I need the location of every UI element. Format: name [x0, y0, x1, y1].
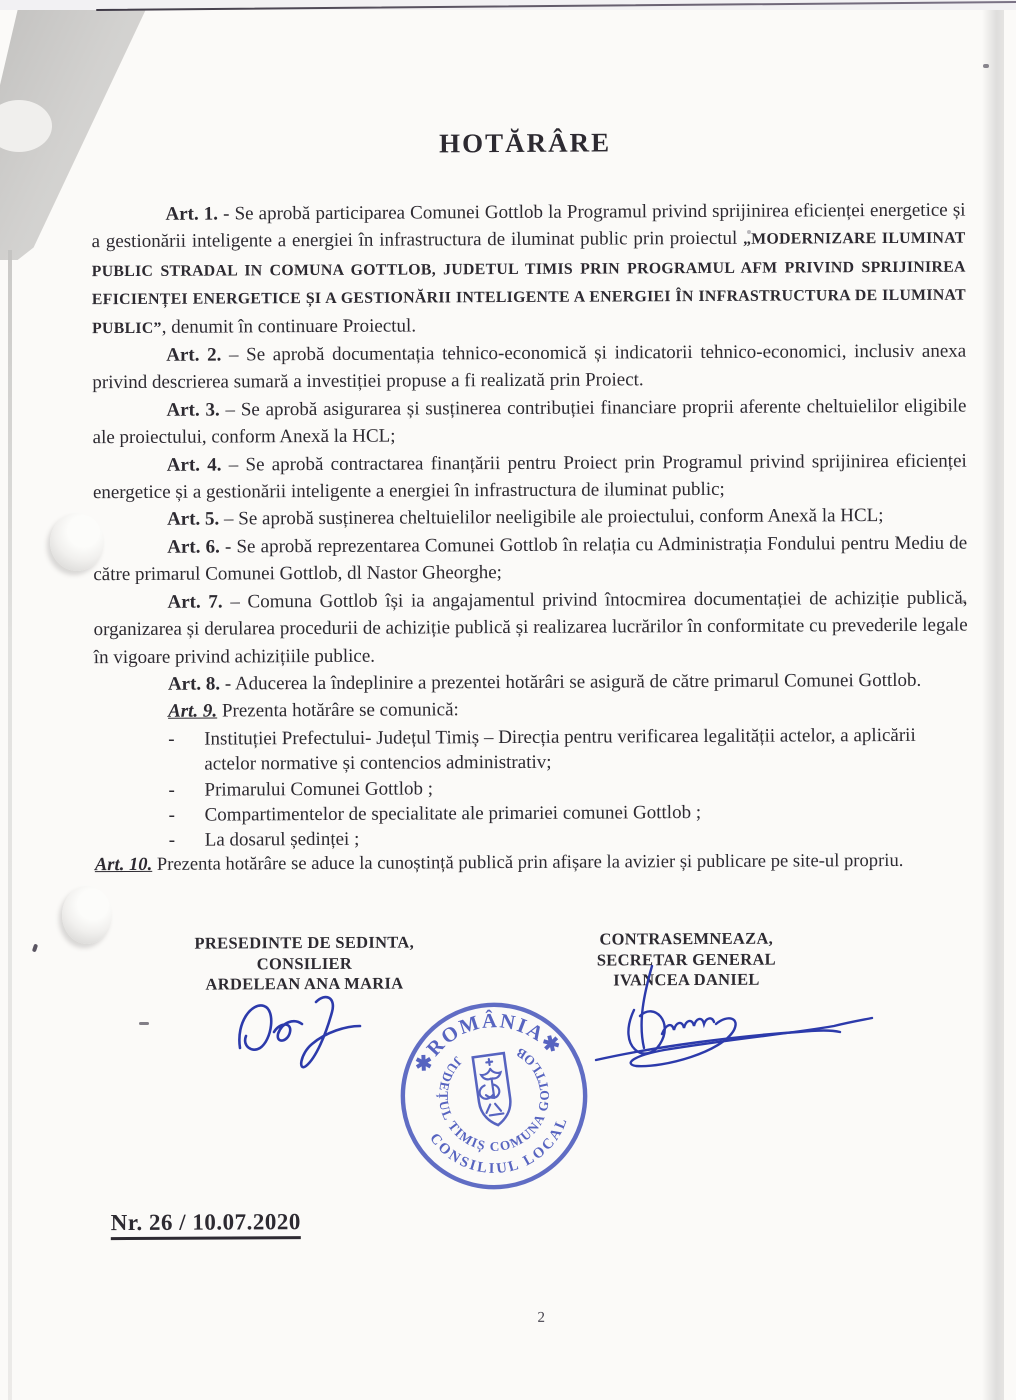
communication-list	[94, 722, 969, 854]
article-paragraph	[94, 694, 968, 726]
stamp-county-commune-text: JUDEȚUL TIMIȘ COMUNA GOTTLOB	[436, 1044, 553, 1154]
article-separator: –	[222, 591, 248, 613]
handwritten-signature-president	[228, 988, 398, 1073]
article-separator: –	[219, 508, 239, 530]
article-text: Se aprobă asigurarea și susținerea contribuției financiare proprii aferente cheltuielilor eligibile ale proiectului, conform Anexă la HCL;	[92, 395, 967, 449]
signature-role: SECRETAR GENERAL	[596, 949, 776, 970]
article-separator: –	[221, 454, 246, 476]
coat-of-arms-icon	[473, 1053, 514, 1127]
list-dash: -	[168, 830, 176, 852]
registration-number: Nr. 26 / 10.07.2020	[111, 1209, 301, 1240]
article-label: Art. 3.	[166, 399, 220, 421]
article-paragraph	[91, 197, 966, 343]
article-paragraph	[92, 392, 966, 451]
council-round-stamp-icon	[383, 985, 604, 1206]
article-label: Art. 8.	[167, 673, 221, 695]
article-label: Art. 9.	[168, 700, 218, 723]
signature-role: CONSILIER	[256, 953, 353, 973]
handwritten-signature-secretary	[588, 960, 880, 1092]
article-10-paragraph	[95, 847, 973, 879]
list-item-text: Primarului Comunei Gottlob ;	[204, 777, 434, 801]
list-dash: -	[168, 779, 175, 801]
project-name: „MODERNIZARE ILUMINAT PUBLIC STRADAL IN COMUNA GOTTLOB, JUDETUL TIMIS PRIN PROGRAMUL AFM PRIVIND SPRIJINIREA EFICIENȚEI ENERGETICE ȘI A GESTIONĂRII INTELIGENTE A ENERGIEI ÎN INFRASTRUCTURA DE ILUMINAT PUBLIC”	[91, 230, 966, 337]
article-separator: -	[220, 673, 235, 695]
article-text: Prezenta hotărâre se aduce la cunoștință publică prin afișare la avizier și publicare pe site-ul propriu.	[152, 849, 904, 875]
signature-name: ARDELEAN ANA MARIA	[205, 973, 404, 994]
signature-block-president	[169, 932, 439, 995]
article-label: Art. 10.	[94, 853, 153, 876]
article-label: Art. 4.	[166, 454, 222, 476]
article-paragraph	[93, 584, 967, 671]
article-paragraph	[93, 529, 967, 588]
article-text: Se aprobă contractarea finanțării pentru Proiect prin Programul privind sprijinirea eficienței energetice și a gestionării inteligente a energiei în infrastructura de iluminat public;	[92, 450, 967, 504]
articles-block	[91, 197, 968, 854]
stamp-country-text: ✱ROMÂNIA✱	[411, 1010, 566, 1077]
signature-title: PRESEDINTE DE SEDINTA,	[194, 932, 415, 953]
article-separator: -	[219, 536, 237, 558]
signature-title: CONTRASEMNEAZA,	[599, 928, 774, 949]
list-item-text: Instituției Prefectului- Județul Timiș – Direcția pentru verificarea legalității actelor, a aplicării actelor normative și contencios administrativ;	[204, 724, 916, 775]
article-paragraph	[93, 447, 967, 506]
article-text: Se aprobă reprezentarea Comunei Gottlob în relația cu Administrația Fondului pentru Mediu de către primarul Comunei Gottlob, dl Nastor Gheorghe;	[93, 532, 968, 586]
article-separator: –	[219, 399, 241, 421]
article-label: Art. 7.	[167, 591, 223, 613]
article-separator: –	[221, 344, 247, 366]
article-separator: -	[217, 203, 235, 225]
article-label: Art. 5.	[166, 508, 220, 531]
stamp-council-text: CONSILIUL LOCAL	[426, 1113, 572, 1178]
article-label: Art. 2.	[166, 344, 222, 366]
article-text: Prezenta hotărâre se comunică:	[221, 699, 459, 722]
article-text: Comuna Gottlob își ia angajamentul privind întocmirea documentației de achiziție publică, organizarea și derularea procedurii de achiziție publică și realizarea lucrărilor în conformitate cu prevederile legale în vigoare privind achizițiile publice.	[93, 587, 968, 668]
article-paragraph	[93, 502, 967, 534]
list-item	[94, 722, 968, 777]
article-tail: , denumit în continuare Proiectul.	[161, 315, 417, 338]
list-dash: -	[168, 728, 175, 750]
article-text: Se aprobă documentația tehnico-economică și indicatorii tehnico-economici, inclusiv anexa privind descrierea sumară a investiției propuse a fi realizată prin Proiect.	[92, 340, 967, 394]
article-text: Se aprobă participarea Comunei Gottlob la Programul privind sprijinirea eficienței energetice și a gestionării inteligente a energiei în infrastructura de iluminat public prin proiectul	[91, 199, 966, 253]
article-label: Art. 6.	[167, 536, 220, 558]
list-dash: -	[168, 804, 175, 826]
article-paragraph	[92, 338, 966, 397]
page-number: 2	[537, 1309, 546, 1326]
article-text: Se aprobă susținerea cheltuielilor neeligibile ale proiectului, conform Anexă la HCL;	[238, 505, 884, 530]
document-title: HOTĂRÂRE	[438, 127, 612, 159]
article-text: Aducerea la îndeplinire a prezentei hotărâri se asigură de către primarul Comunei Gottlob.	[234, 669, 922, 695]
signature-name: IVANCEA DANIEL	[613, 969, 760, 990]
article-label: Art. 1.	[165, 203, 219, 225]
list-item-text: Compartimentelor de specialitate ale primariei comunei Gottlob ;	[204, 801, 702, 826]
list-item-text: La dosarul ședinței ;	[204, 829, 360, 851]
article-paragraph	[94, 666, 968, 698]
